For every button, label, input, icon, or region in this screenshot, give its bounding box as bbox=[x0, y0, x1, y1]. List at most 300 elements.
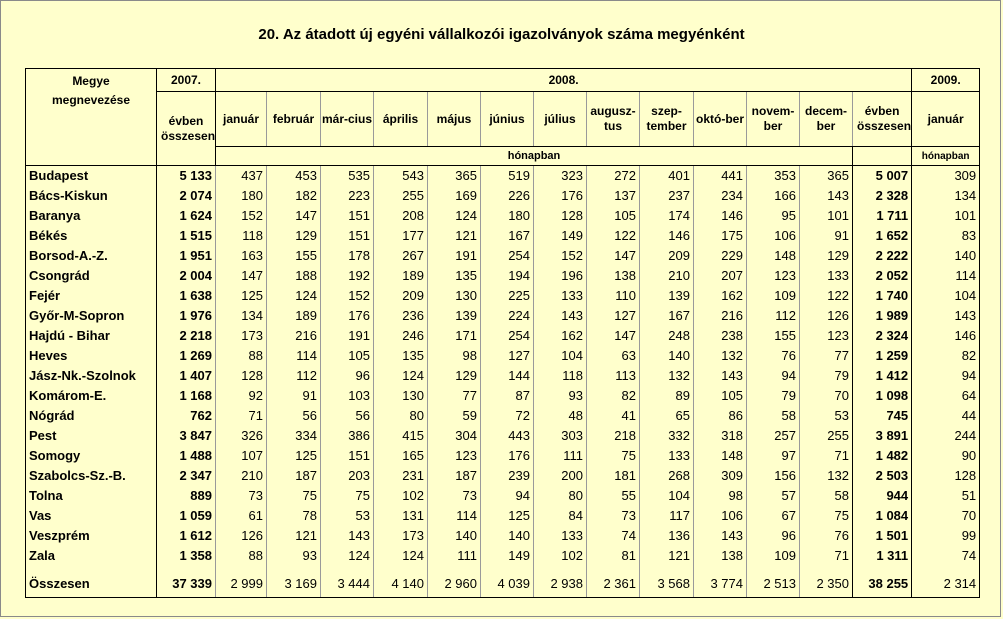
month-value: 543 bbox=[374, 166, 428, 187]
county-name: Zala bbox=[26, 546, 157, 566]
month-value: 178 bbox=[321, 246, 374, 266]
month-value: 102 bbox=[374, 486, 428, 506]
month-value: 126 bbox=[800, 306, 853, 326]
county-name: Jász-Nk.-Szolnok bbox=[26, 366, 157, 386]
annual-total-2007: 5 133 bbox=[157, 166, 216, 187]
county-name: Csongrád bbox=[26, 266, 157, 286]
month-value: 152 bbox=[321, 286, 374, 306]
month-value: 124 bbox=[267, 286, 321, 306]
month-value: 76 bbox=[800, 526, 853, 546]
month-value: 70 bbox=[800, 386, 853, 406]
table-row bbox=[26, 426, 980, 446]
annual-total-2007: 1 407 bbox=[157, 366, 216, 386]
month-value: 97 bbox=[747, 446, 800, 466]
month-value: 143 bbox=[800, 186, 853, 206]
annual-total-2008-header: évben összesen bbox=[853, 92, 912, 147]
month-value: 208 bbox=[374, 206, 428, 226]
month-value: 177 bbox=[374, 226, 428, 246]
month-value: 255 bbox=[800, 426, 853, 446]
month-header: május bbox=[428, 92, 481, 147]
month-value: 87 bbox=[481, 386, 534, 406]
month-header: február bbox=[267, 92, 321, 147]
month-value: 246 bbox=[374, 326, 428, 346]
month-value: 176 bbox=[534, 186, 587, 206]
month-value: 189 bbox=[374, 266, 428, 286]
month-value: 79 bbox=[747, 386, 800, 406]
table-row bbox=[26, 226, 980, 246]
jan-2009-value: 82 bbox=[912, 346, 980, 366]
annual-total-2007: 1 488 bbox=[157, 446, 216, 466]
month-value: 75 bbox=[800, 506, 853, 526]
county-name: Fejér bbox=[26, 286, 157, 306]
annual-total-2008: 1 652 bbox=[853, 226, 912, 246]
data-table bbox=[25, 68, 980, 598]
month-value: 3 444 bbox=[321, 571, 374, 598]
month-value: 77 bbox=[800, 346, 853, 366]
month-value: 125 bbox=[267, 446, 321, 466]
month-value: 181 bbox=[587, 466, 640, 486]
month-value: 147 bbox=[216, 266, 267, 286]
annual-total-2008: 3 891 bbox=[853, 426, 912, 446]
month-header: szep-tember bbox=[640, 92, 694, 147]
county-header bbox=[26, 69, 157, 166]
county-header-line2: megnevezése bbox=[51, 93, 131, 107]
month-value: 105 bbox=[321, 346, 374, 366]
table-row bbox=[26, 546, 980, 566]
month-value: 136 bbox=[640, 526, 694, 546]
month-value: 167 bbox=[640, 306, 694, 326]
month-value: 111 bbox=[534, 446, 587, 466]
month-value: 173 bbox=[216, 326, 267, 346]
month-value: 84 bbox=[534, 506, 587, 526]
annual-total-2007: 1 624 bbox=[157, 206, 216, 226]
month-value: 118 bbox=[216, 226, 267, 246]
month-value: 162 bbox=[694, 286, 747, 306]
month-value: 2 960 bbox=[428, 571, 481, 598]
month-value: 237 bbox=[640, 186, 694, 206]
month-value: 144 bbox=[481, 366, 534, 386]
month-value: 67 bbox=[747, 506, 800, 526]
month-value: 89 bbox=[640, 386, 694, 406]
jan-2009-value: 143 bbox=[912, 306, 980, 326]
month-value: 187 bbox=[428, 466, 481, 486]
month-value: 272 bbox=[587, 166, 640, 187]
county-name: Békés bbox=[26, 226, 157, 246]
annual-total-2007-header: évben összesen bbox=[157, 92, 216, 166]
month-value: 453 bbox=[267, 166, 321, 187]
month-value: 225 bbox=[481, 286, 534, 306]
month-value: 132 bbox=[800, 466, 853, 486]
month-value: 133 bbox=[534, 526, 587, 546]
month-value: 143 bbox=[694, 366, 747, 386]
month-value: 209 bbox=[640, 246, 694, 266]
month-value: 81 bbox=[587, 546, 640, 566]
table-row bbox=[26, 486, 980, 506]
month-value: 239 bbox=[481, 466, 534, 486]
monthly-unit-label: hónapban bbox=[216, 147, 853, 166]
month-value: 152 bbox=[216, 206, 267, 226]
month-value: 162 bbox=[534, 326, 587, 346]
county-name: Győr-M-Sopron bbox=[26, 306, 157, 326]
jan-2009-value: 94 bbox=[912, 366, 980, 386]
annual-total-2007: 1 168 bbox=[157, 386, 216, 406]
jan-2009-value: 134 bbox=[912, 186, 980, 206]
month-value: 175 bbox=[694, 226, 747, 246]
month-value: 53 bbox=[321, 506, 374, 526]
month-value: 41 bbox=[587, 406, 640, 426]
month-value: 55 bbox=[587, 486, 640, 506]
month-value: 121 bbox=[267, 526, 321, 546]
annual-total-2008: 2 052 bbox=[853, 266, 912, 286]
month-value: 149 bbox=[481, 546, 534, 566]
table-row bbox=[26, 326, 980, 346]
month-value: 111 bbox=[428, 546, 481, 566]
annual-total-2007: 2 004 bbox=[157, 266, 216, 286]
month-value: 132 bbox=[640, 366, 694, 386]
month-value: 122 bbox=[587, 226, 640, 246]
month-value: 2 361 bbox=[587, 571, 640, 598]
annual-total-2007: 37 339 bbox=[157, 571, 216, 598]
month-value: 112 bbox=[267, 366, 321, 386]
month-value: 3 169 bbox=[267, 571, 321, 598]
month-value: 304 bbox=[428, 426, 481, 446]
month-value: 121 bbox=[640, 546, 694, 566]
year-2007-header: 2007. bbox=[157, 69, 216, 92]
month-value: 123 bbox=[800, 326, 853, 346]
month-value: 2 513 bbox=[747, 571, 800, 598]
month-value: 401 bbox=[640, 166, 694, 187]
county-name: Bács-Kiskun bbox=[26, 186, 157, 206]
month-value: 224 bbox=[481, 306, 534, 326]
month-value: 248 bbox=[640, 326, 694, 346]
annual-total-2007: 762 bbox=[157, 406, 216, 426]
county-name: Baranya bbox=[26, 206, 157, 226]
month-value: 166 bbox=[747, 186, 800, 206]
month-value: 386 bbox=[321, 426, 374, 446]
month-value: 59 bbox=[428, 406, 481, 426]
month-value: 151 bbox=[321, 206, 374, 226]
month-value: 74 bbox=[587, 526, 640, 546]
month-value: 173 bbox=[374, 526, 428, 546]
month-value: 4 140 bbox=[374, 571, 428, 598]
month-value: 223 bbox=[321, 186, 374, 206]
month-value: 78 bbox=[267, 506, 321, 526]
month-value: 147 bbox=[587, 326, 640, 346]
annual-total-2008-unit-blank bbox=[853, 147, 912, 166]
month-value: 267 bbox=[374, 246, 428, 266]
month-value: 254 bbox=[481, 246, 534, 266]
month-value: 155 bbox=[747, 326, 800, 346]
table-row bbox=[26, 506, 980, 526]
jan-2009-header: január bbox=[912, 92, 980, 147]
month-value: 133 bbox=[534, 286, 587, 306]
jan-2009-value: 2 314 bbox=[912, 571, 980, 598]
month-header: július bbox=[534, 92, 587, 147]
table-row bbox=[26, 466, 980, 486]
month-value: 535 bbox=[321, 166, 374, 187]
month-value: 200 bbox=[534, 466, 587, 486]
month-value: 187 bbox=[267, 466, 321, 486]
annual-total-2008: 2 328 bbox=[853, 186, 912, 206]
month-value: 114 bbox=[428, 506, 481, 526]
month-value: 146 bbox=[640, 226, 694, 246]
annual-total-2007: 2 347 bbox=[157, 466, 216, 486]
table-row bbox=[26, 186, 980, 206]
month-value: 107 bbox=[216, 446, 267, 466]
annual-total-2007: 1 059 bbox=[157, 506, 216, 526]
month-value: 63 bbox=[587, 346, 640, 366]
jan-2009-value: 309 bbox=[912, 166, 980, 187]
month-value: 441 bbox=[694, 166, 747, 187]
month-value: 176 bbox=[321, 306, 374, 326]
month-header: augusz-tus bbox=[587, 92, 640, 147]
month-value: 80 bbox=[534, 486, 587, 506]
month-value: 210 bbox=[640, 266, 694, 286]
month-value: 125 bbox=[481, 506, 534, 526]
table-row bbox=[26, 346, 980, 366]
month-value: 121 bbox=[428, 226, 481, 246]
month-value: 303 bbox=[534, 426, 587, 446]
month-value: 254 bbox=[481, 326, 534, 346]
month-value: 98 bbox=[694, 486, 747, 506]
month-header: már-cius bbox=[321, 92, 374, 147]
month-value: 238 bbox=[694, 326, 747, 346]
month-value: 143 bbox=[321, 526, 374, 546]
jan-2009-value: 128 bbox=[912, 466, 980, 486]
jan-2009-value: 83 bbox=[912, 226, 980, 246]
month-value: 148 bbox=[747, 246, 800, 266]
annual-total-2008: 1 412 bbox=[853, 366, 912, 386]
month-header: április bbox=[374, 92, 428, 147]
month-value: 104 bbox=[640, 486, 694, 506]
annual-total-2008: 5 007 bbox=[853, 166, 912, 187]
month-value: 135 bbox=[374, 346, 428, 366]
county-name: Szabolcs-Sz.-B. bbox=[26, 466, 157, 486]
jan-2009-value: 114 bbox=[912, 266, 980, 286]
month-value: 80 bbox=[374, 406, 428, 426]
annual-total-2008: 38 255 bbox=[853, 571, 912, 598]
month-value: 143 bbox=[534, 306, 587, 326]
month-value: 268 bbox=[640, 466, 694, 486]
month-value: 75 bbox=[587, 446, 640, 466]
month-value: 149 bbox=[534, 226, 587, 246]
month-value: 117 bbox=[640, 506, 694, 526]
annual-total-2007: 1 976 bbox=[157, 306, 216, 326]
jan-2009-value: 146 bbox=[912, 326, 980, 346]
month-value: 216 bbox=[267, 326, 321, 346]
jan-2009-value: 244 bbox=[912, 426, 980, 446]
annual-total-2008: 1 989 bbox=[853, 306, 912, 326]
month-value: 104 bbox=[534, 346, 587, 366]
month-value: 58 bbox=[800, 486, 853, 506]
month-value: 102 bbox=[534, 546, 587, 566]
month-value: 138 bbox=[694, 546, 747, 566]
table-row bbox=[26, 386, 980, 406]
month-value: 139 bbox=[640, 286, 694, 306]
month-value: 365 bbox=[800, 166, 853, 187]
county-name: Összesen bbox=[26, 571, 157, 598]
month-value: 188 bbox=[267, 266, 321, 286]
table-row bbox=[26, 266, 980, 286]
month-value: 110 bbox=[587, 286, 640, 306]
jan-2009-value: 70 bbox=[912, 506, 980, 526]
month-value: 323 bbox=[534, 166, 587, 187]
annual-total-2007: 1 515 bbox=[157, 226, 216, 246]
month-value: 65 bbox=[640, 406, 694, 426]
annual-total-2008: 2 324 bbox=[853, 326, 912, 346]
month-header: decem-ber bbox=[800, 92, 853, 147]
month-value: 76 bbox=[747, 346, 800, 366]
month-value: 73 bbox=[216, 486, 267, 506]
annual-total-2008: 1 740 bbox=[853, 286, 912, 306]
month-value: 124 bbox=[428, 206, 481, 226]
month-value: 133 bbox=[800, 266, 853, 286]
county-name: Borsod-A.-Z. bbox=[26, 246, 157, 266]
month-value: 86 bbox=[694, 406, 747, 426]
month-value: 101 bbox=[800, 206, 853, 226]
jan-2009-value: 101 bbox=[912, 206, 980, 226]
month-value: 194 bbox=[481, 266, 534, 286]
annual-total-2007: 889 bbox=[157, 486, 216, 506]
county-name: Budapest bbox=[26, 166, 157, 187]
month-value: 124 bbox=[374, 366, 428, 386]
month-value: 94 bbox=[481, 486, 534, 506]
page-title: 20. Az átadott új egyéni vállalkozói igazolványok száma megyénként bbox=[258, 26, 745, 43]
month-value: 105 bbox=[694, 386, 747, 406]
month-value: 180 bbox=[216, 186, 267, 206]
annual-total-2007: 1 612 bbox=[157, 526, 216, 546]
year-2008-header: 2008. bbox=[216, 69, 912, 92]
month-value: 207 bbox=[694, 266, 747, 286]
annual-total-2008: 1 098 bbox=[853, 386, 912, 406]
month-value: 209 bbox=[374, 286, 428, 306]
month-value: 191 bbox=[428, 246, 481, 266]
month-value: 79 bbox=[800, 366, 853, 386]
month-value: 257 bbox=[747, 426, 800, 446]
jan-2009-value: 99 bbox=[912, 526, 980, 546]
month-value: 3 568 bbox=[640, 571, 694, 598]
month-value: 88 bbox=[216, 346, 267, 366]
month-value: 48 bbox=[534, 406, 587, 426]
month-value: 4 039 bbox=[481, 571, 534, 598]
jan-2009-value: 64 bbox=[912, 386, 980, 406]
month-value: 73 bbox=[587, 506, 640, 526]
month-value: 133 bbox=[640, 446, 694, 466]
month-value: 218 bbox=[587, 426, 640, 446]
month-value: 140 bbox=[428, 526, 481, 546]
county-name: Komárom-E. bbox=[26, 386, 157, 406]
month-value: 2 350 bbox=[800, 571, 853, 598]
county-name: Pest bbox=[26, 426, 157, 446]
month-value: 171 bbox=[428, 326, 481, 346]
county-name: Tolna bbox=[26, 486, 157, 506]
month-value: 182 bbox=[267, 186, 321, 206]
table-row bbox=[26, 366, 980, 386]
month-value: 131 bbox=[374, 506, 428, 526]
county-name: Vas bbox=[26, 506, 157, 526]
month-value: 163 bbox=[216, 246, 267, 266]
month-value: 114 bbox=[267, 346, 321, 366]
month-value: 92 bbox=[216, 386, 267, 406]
month-value: 255 bbox=[374, 186, 428, 206]
month-value: 415 bbox=[374, 426, 428, 446]
month-value: 103 bbox=[321, 386, 374, 406]
month-value: 167 bbox=[481, 226, 534, 246]
month-value: 130 bbox=[428, 286, 481, 306]
table-row bbox=[26, 406, 980, 426]
month-value: 2 938 bbox=[534, 571, 587, 598]
month-value: 71 bbox=[800, 446, 853, 466]
month-value: 112 bbox=[747, 306, 800, 326]
table-row bbox=[26, 246, 980, 266]
month-header: június bbox=[481, 92, 534, 147]
month-value: 95 bbox=[747, 206, 800, 226]
annual-total-2008: 2 222 bbox=[853, 246, 912, 266]
month-value: 122 bbox=[800, 286, 853, 306]
month-value: 56 bbox=[267, 406, 321, 426]
month-value: 71 bbox=[800, 546, 853, 566]
month-value: 127 bbox=[587, 306, 640, 326]
month-value: 128 bbox=[216, 366, 267, 386]
month-value: 140 bbox=[640, 346, 694, 366]
month-value: 75 bbox=[267, 486, 321, 506]
month-value: 53 bbox=[800, 406, 853, 426]
month-value: 124 bbox=[321, 546, 374, 566]
jan-2009-value: 90 bbox=[912, 446, 980, 466]
month-value: 130 bbox=[374, 386, 428, 406]
county-name: Hajdú - Bihar bbox=[26, 326, 157, 346]
month-value: 139 bbox=[428, 306, 481, 326]
month-value: 77 bbox=[428, 386, 481, 406]
table-row bbox=[26, 286, 980, 306]
jan-2009-value: 44 bbox=[912, 406, 980, 426]
jan-2009-value: 140 bbox=[912, 246, 980, 266]
month-value: 91 bbox=[800, 226, 853, 246]
month-value: 229 bbox=[694, 246, 747, 266]
month-value: 124 bbox=[374, 546, 428, 566]
annual-total-2008: 1 084 bbox=[853, 506, 912, 526]
county-name: Nógrád bbox=[26, 406, 157, 426]
month-value: 210 bbox=[216, 466, 267, 486]
county-name: Somogy bbox=[26, 446, 157, 466]
month-value: 169 bbox=[428, 186, 481, 206]
month-value: 96 bbox=[321, 366, 374, 386]
month-value: 109 bbox=[747, 546, 800, 566]
month-value: 147 bbox=[587, 246, 640, 266]
month-value: 126 bbox=[216, 526, 267, 546]
county-header-line1: Megye bbox=[72, 74, 110, 88]
month-value: 91 bbox=[267, 386, 321, 406]
month-value: 109 bbox=[747, 286, 800, 306]
month-value: 191 bbox=[321, 326, 374, 346]
month-value: 174 bbox=[640, 206, 694, 226]
county-name: Veszprém bbox=[26, 526, 157, 546]
month-value: 216 bbox=[694, 306, 747, 326]
month-value: 129 bbox=[267, 226, 321, 246]
annual-total-2008: 1 259 bbox=[853, 346, 912, 366]
month-value: 113 bbox=[587, 366, 640, 386]
month-value: 318 bbox=[694, 426, 747, 446]
annual-total-2007: 1 358 bbox=[157, 546, 216, 566]
annual-total-2008: 944 bbox=[853, 486, 912, 506]
month-value: 93 bbox=[534, 386, 587, 406]
annual-total-2007: 1 638 bbox=[157, 286, 216, 306]
month-value: 326 bbox=[216, 426, 267, 446]
total-row bbox=[26, 571, 980, 598]
month-value: 123 bbox=[428, 446, 481, 466]
month-value: 151 bbox=[321, 446, 374, 466]
month-value: 132 bbox=[694, 346, 747, 366]
